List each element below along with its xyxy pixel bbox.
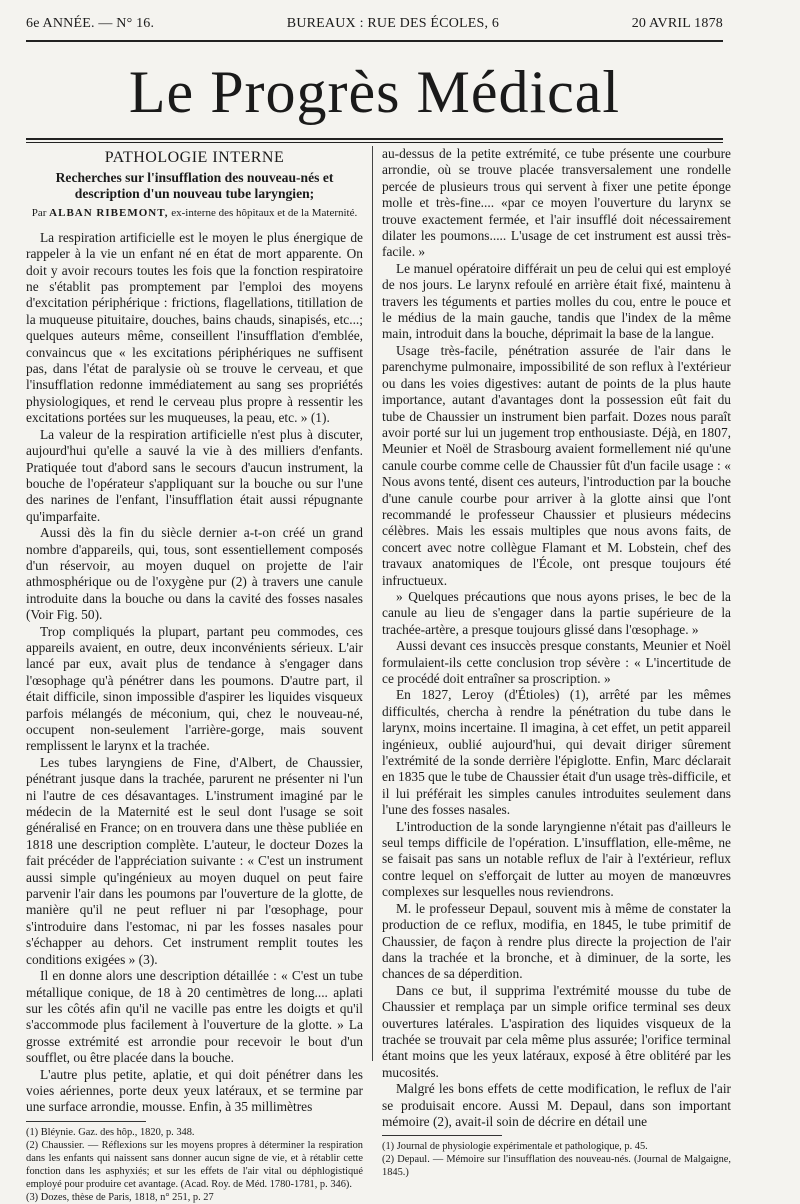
header-rule (26, 40, 723, 42)
issue-date: 20 AVRIL 1878 (631, 16, 723, 31)
paragraph: En 1827, Leroy (d'Étioles) (1), arrêté par les mêmes difficultés, chercha à rendre la pénétration du tube dans le larynx, moins incertaine. Il imagina, à cet effet, un petit appareil ingénieux, oublié aujourd'hui, qui devait diriger sûrement l'extrémité de la sonde derrière l'épiglotte. Enfin, Marc déclarait en 1835 que le tube de Chaussier était d'un usage très-difficile, et il lui préférait les simples canules introduites seulement dans l'une des fosses nasales. (382, 687, 731, 818)
footnote: (1) Bléynie. Gaz. des hôp., 1820, p. 348. (26, 1126, 195, 1138)
left-body (26, 229, 363, 1203)
article-title: Recherches sur l'insufflation des nouveau-nés et description d'un nouveau tube laryngien; (55, 170, 334, 202)
paragraph: » Quelques précautions que nous ayons prises, le bec de la canule au lieu de s'engager dans la partie supérieure de la trachée-artère, a presque toujours glissé dans l'œsophage. » (382, 588, 731, 637)
paragraph: La valeur de la respiration artificielle n'est plus à discuter, aujourd'hui qu'elle a sauvé la vie à des milliers d'enfants. Pratiquée tout d'abord sans le secours d'aucun instrument, la bouche de l'opérateur s'appliquant sur la bouche ou sur l'une des narines de l'enfant, l'insufflation était aussi répugnante qu'imparfaite. (26, 426, 363, 524)
byline (26, 205, 363, 221)
footnote-rule (382, 1135, 502, 1136)
section-title: PATHOLOGIE INTERNE (104, 149, 285, 166)
right-column (382, 146, 731, 1179)
paragraph: Aussi dès la fin du siècle dernier a-t-on créé un grand nombre d'appareils, qui, tous, sont essentiellement composés d'un réservoir, au moyen duquel on projette de l'air athmosphérique ou de l'oxygène pur (2) à travers une canule introduite dans la bouche ou dans la cavité des fosses nasales (Voir Fig. 50). (26, 525, 363, 623)
paragraph: Il en donne alors une description détaillée : « C'est un tube métallique conique, de 18 à 20 centimètres de long.... aplati sur les côtés afin qu'il ne vacille pas entre les doigts et qu'il s'accommode plus facilement à l'ouverture de la glotte. » La grosse extrémité est arrondie pour recevoir le bout d'un soufflet, ou être placée dans la bouche. (26, 968, 363, 1066)
paragraph: Aussi devant ces insuccès presque constants, Meunier et Noël formulaient-ils cette conclusion trop sévère : « L'incertitude de ce procédé doit entraîner sa proscription. » (382, 638, 731, 686)
issue-header (26, 16, 723, 36)
masthead-rule-bottom (26, 142, 723, 143)
paragraph: La respiration artificielle est le moyen le plus énergique de rappeler à la vie un enfant né en état de mort apparente. On doit y avoir recours toutes les fois que la fonction respiratoire ne s'établit pas promptement par l'emploi des moyens d'excitation périphérique : frictions, flagellations, titillation de la muqueuse pituitaire, douches, bains chauds, sinapisés, etc...; quelques auteurs même, conseillent l'insufflation d'emblée, convaincus que « les excitations périphériques ne suffisent pas, dans l'état de paralysie où se trouve le cerveau, et que l'insufflation redonne immédiatement au sang ses propriétés physiologiques, et rend le cerveau plus propre à ressentir les excitations portées sur les muqueuses, la peau, etc. » (1). (26, 229, 363, 426)
paragraph: Dans ce but, il supprima l'extrémité mousse du tube de Chaussier et remplaça par un simple orifice terminal ses deux ouvertures latérales. L'aspiration des liquides visqueux de la trachée se trouvait par cela même plus assurée; l'orifice terminal étant moins que les yeux latéraux, exposé à être oblitéré par les mucosités. (382, 982, 731, 1080)
left-column (26, 146, 363, 1203)
footnote: (2) Chaussier. — Réflexions sur les moyens propres à déterminer la respiration dans les enfants qui naissent sans donner aucun signe de vie, et à rétablir cette fonction dans les asphyxiés; et sur les effets de l'air vital ou déphlogistiqué employé pour produire cet avantage. (Acad. Roy. de Méd. 1780-1781, p. 346). (26, 1139, 363, 1190)
paragraph: M. le professeur Depaul, souvent mis à même de constater la production de ce reflux, modifia, en 1845, le tube primitif de Chaussier, de façon à rendre plus directe la projection de l'air dans la trachée et la bronche, et à diminuer, de la sorte, les chances de sa déperdition. (382, 900, 731, 982)
author-title: ex-interne des hôpitaux et de la Maternité. (171, 207, 358, 220)
footnote: (2) Depaul. — Mémoire sur l'insufflation des nouveau-nés. (Journal de Malgaigne, 1845.) (382, 1154, 731, 1179)
masthead-title: Le Progrès Médical (128, 59, 621, 125)
office-address: BUREAUX : RUE DES ÉCOLES, 6 (286, 16, 500, 31)
issue-number: 6e ANNÉE. — N° 16. (26, 16, 155, 31)
footnote: (1) Journal de physiologie expérimentale et pathologique, p. 45. (382, 1141, 648, 1153)
paragraph: Les tubes laryngiens de Fine, d'Albert, de Chaussier, pénétrant jusque dans la trachée, parurent ne présenter ni l'un ni l'autre de ces désavantages. L'instrument imaginé par le médecin de la Maternité est le seul dont l'usage se soit généralisé en France; on en trouvera dans une thèse publiée en 1818 une description complète. L'auteur, le docteur Dozes la fait précéder de l'appréciation suivante : « C'est un instrument aussi simple qu'ingénieux au moyen duquel on peut faire parvenir l'air dans les poumons par l'ouverture de la glotte, de manière qu'il ne peut refluer ni par l'œsophage, pour s'introduire dans l'estomac, ni par les fosses nasales pour s'échapper au dehors. Cet instrument remplit toutes les conditions exigées » (3). (26, 754, 363, 967)
footnote-rule (26, 1121, 146, 1122)
paragraph: Usage très-facile, pénétration assurée de l'air dans le parenchyme pulmonaire, impossibilité de son reflux à l'extérieur ou dans les voies digestives: autant de points de la plus haute importance, autant d'avantages dont la possession eût fait du tube de Chaussier un instrument bien parfait. Dozes nous paraît avoir porté sur lui un jugement trop enthousiaste. Déjà, en 1807, Meunier et Noël de Strasbourg avaient formellement nié qu'une canule courbe comme celle de Chaussier fût d'un facile usage : « Nous avons tenté, disent ces auteurs, l'introduction par la bouche d'une canule courbe pour arriver à la glotte ainsi que l'ont recommandé le professeur Chaussier et plusieurs médecins célèbres. Mais les essais multiples que nous avons faits, de concert avec notre collègue Flamant et M. Lobstein, chef des travaux anatomiques de l'École, ont presque toujours été infructueux. (382, 342, 731, 588)
column-divider (372, 146, 373, 1061)
right-body (382, 146, 731, 1179)
footnote: (3) Dozes, thèse de Paris, 1818, n° 251, p. 27 (26, 1191, 214, 1203)
paragraph: au-dessus de la petite extrémité, ce tube présente une courbure arrondie, où se trouve placée transversalement une rondelle percée de plusieurs trous qui servent à fixer une petite éponge molle et très-fine.... «par ce moyen l'ouverture du larynx se trouve exactement fermée, et l'air insufflé doit nécessairement dilater les poumons..... L'usage de cet instrument est aussi très-facile. » (382, 146, 731, 260)
paragraph: L'introduction de la sonde laryngienne n'était pas d'ailleurs le seul temps difficile de l'opération. L'insufflation, elle-même, ne se faisait pas sans un notable reflux de l'air à l'extérieur, reflux contre lequel on s'efforçait de lutter au moyen de manœuvres complexes sur lesquelles nous reviendrons. (382, 818, 731, 900)
paragraph: Malgré les bons effets de cette modification, le reflux de l'air se produisait encore. Aussi M. Depaul, dans son important mémoire (2), avait-il soin de décrire en détail une (382, 1081, 731, 1129)
byline-prefix: Par (31, 207, 47, 220)
masthead-rule-top (26, 138, 723, 140)
paragraph: Trop compliqués la plupart, partant peu commodes, ces appareils avaient, en outre, deux inconvénients sérieux. L'air lancé par eux, avait plus de tendance à s'engager dans l'œsophage qu'à pénétrer dans les poumons. D'autre part, il était difficile, sinon impossible d'aspirer les liquides visqueux parfois mélangés de méconium, qui, chez le nouveau-né, occupent non-seulement l'arrière-gorge, mais souvent remplissent le larynx et la trachée. (26, 623, 363, 754)
paragraph: Le manuel opératoire différait un peu de celui qui est employé de nos jours. Le larynx refoulé en arrière était fixé, maintenu à travers les téguments et parties molles du cou, entre le pouce et le médius de la main gauche, tandis que l'index de la même main, introduit dans la bouche, déprimait la base de la langue. (382, 260, 731, 342)
author-name: ALBAN RIBEMONT, (49, 207, 169, 220)
paragraph: L'autre plus petite, aplatie, et qui doit pénétrer dans les voies aériennes, porte deux yeux latéraux, et se termine par une surface arrondie, mousse. Enfin, à 35 millimètres (26, 1066, 363, 1115)
